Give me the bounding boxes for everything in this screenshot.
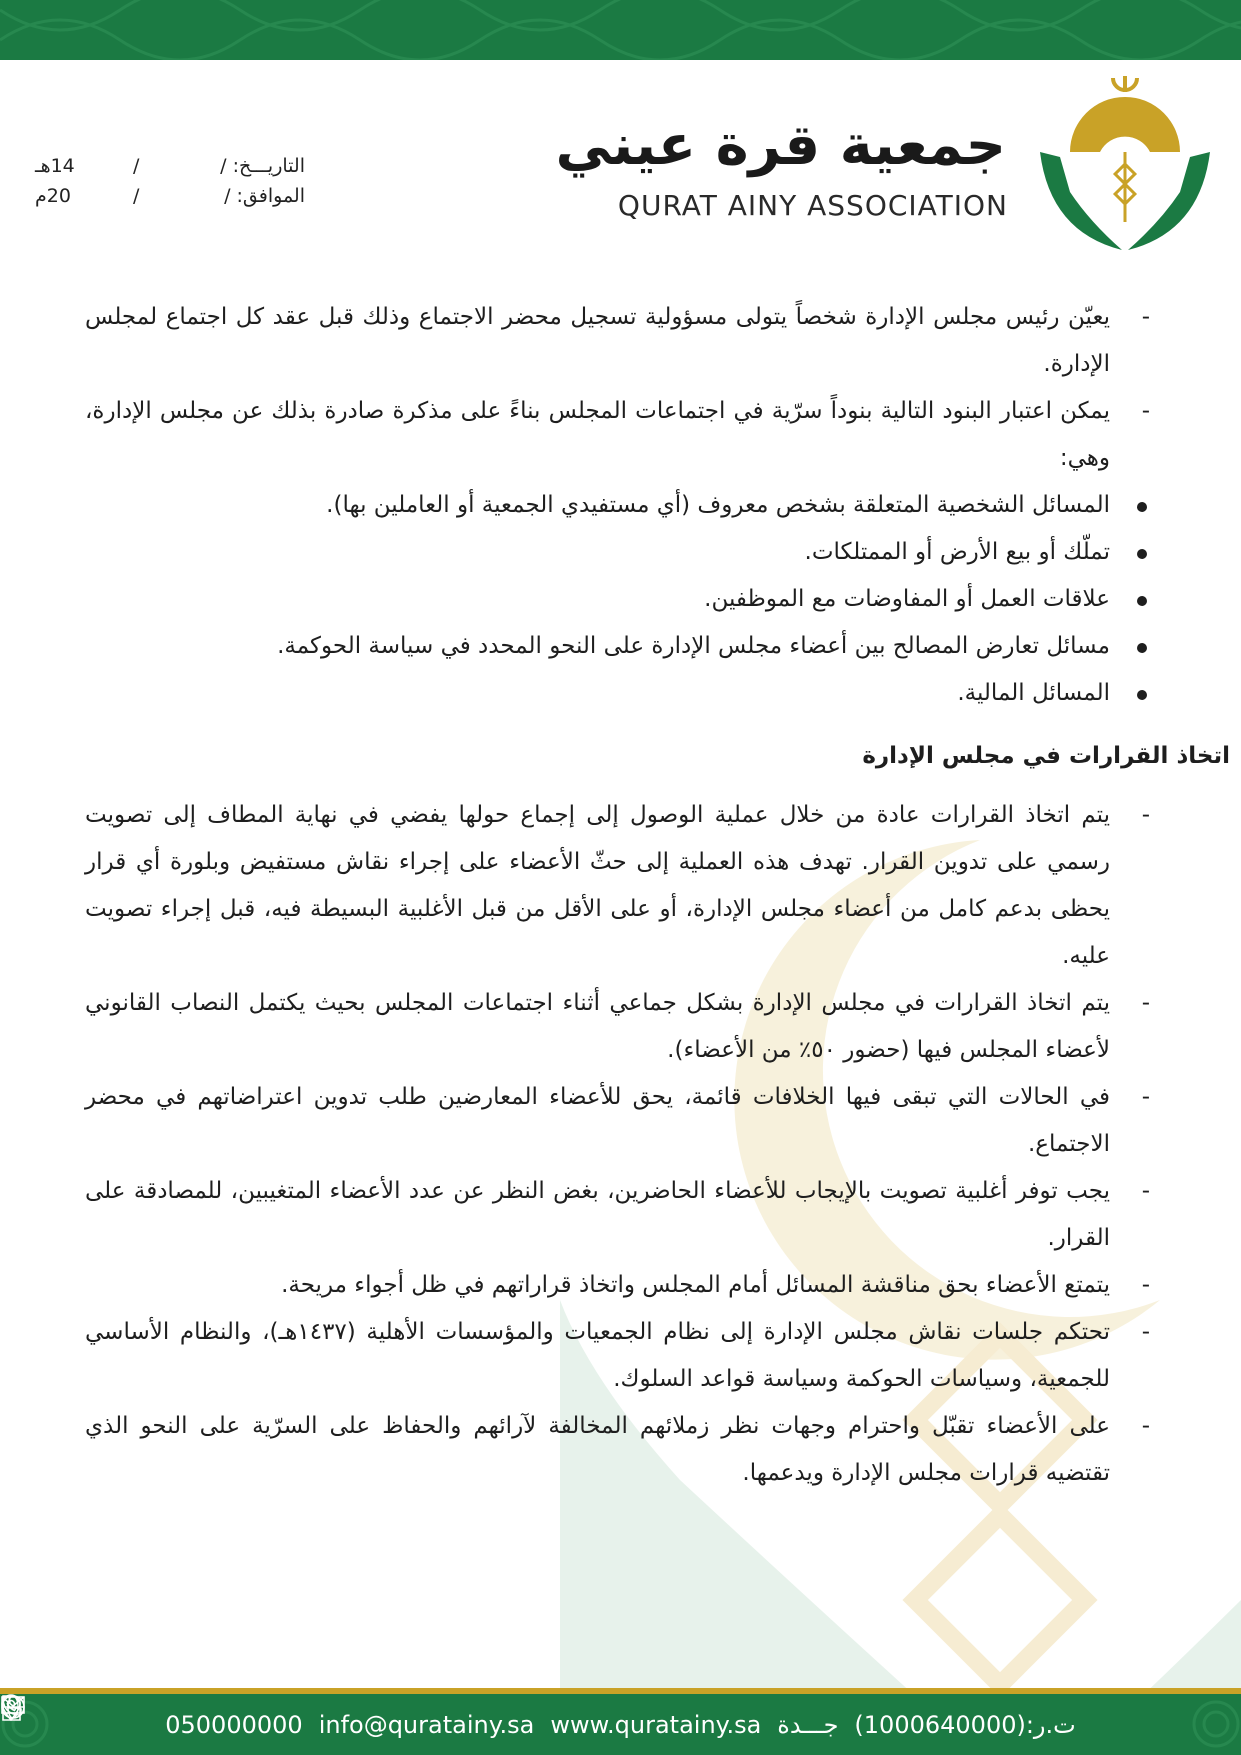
gregorian-suffix: 20م: [35, 185, 71, 207]
phone-contact[interactable]: [165, 1711, 302, 1739]
website-url: www.quratainy.sa: [550, 1710, 762, 1739]
decision-item: [85, 1403, 1150, 1497]
city-name: جـــدة: [777, 1710, 839, 1739]
decision-item: [85, 1309, 1150, 1403]
dash-marker: -: [1141, 1272, 1150, 1298]
intro-text: يعيّن رئيس مجلس الإدارة شخصاً يتولى مسؤولية تسجيل محضر الاجتماع وذلك قبل عقد كل اجتماع لمجلس الإدارة.: [85, 304, 1110, 377]
confidential-bullet: [85, 670, 1150, 717]
website-contact[interactable]: [550, 1711, 761, 1739]
dash-marker: -: [1141, 990, 1150, 1016]
document-body: [85, 294, 1230, 1497]
confidential-bullet: [85, 529, 1150, 576]
gregorian-date-row: [30, 185, 305, 215]
intro-item: [85, 388, 1150, 482]
email-address: info@quratainy.sa: [318, 1710, 535, 1739]
bullet-dot: [1137, 502, 1147, 512]
top-decorative-band: [0, 0, 1241, 60]
dash-marker: -: [1141, 1319, 1150, 1345]
decision-text: تحتكم جلسات نقاش مجلس الإدارة إلى نظام الجمعيات والمؤسسات الأهلية (١٤٣٧هـ)، والنظام الأساسي للجمعية، وسياسات الحوكمة وسياسة قواعد السلوك.: [85, 1319, 1110, 1392]
bullet-text: المسائل المالية.: [957, 680, 1110, 706]
hijri-date-row: [30, 155, 305, 185]
date-block: [30, 155, 305, 215]
decision-item: [85, 1262, 1150, 1309]
dash-marker: -: [1141, 304, 1150, 330]
date-label: التاريـــخ: /: [220, 155, 305, 177]
brand-name-english: QURAT AINY ASSOCIATION: [617, 189, 1008, 222]
decision-text: يتم اتخاذ القرارات عادة من خلال عملية الوصول إلى إجماع حولها يفضي في نهاية المطاف إلى تصويت رسمي على تدوين القرار. تهدف هذه العملية إلى حثّ الأعضاء على إجراء نقاش مستفيض وبلورة أي قرار يحظى بدعم كامل من أعضاء مجلس الإدارة، أو على الأقل من قبل الأغلبية البسيطة فيه، قبل إجراء تصويت عليه.: [85, 802, 1110, 969]
decision-text: يتمتع الأعضاء بحق مناقشة المسائل أمام المجلس واتخاذ قراراتهم في ظل أجواء مريحة.: [281, 1272, 1110, 1298]
brand-name-arabic: جمعية قرة عيني: [555, 113, 1006, 178]
decision-text: في الحالات التي تبقى فيها الخلافات قائمة، يحق للأعضاء المعارضين طلب تدوين اعتراضاتهم في محضر الاجتماع.: [85, 1084, 1110, 1157]
dash-marker: -: [1141, 1413, 1150, 1439]
hijri-suffix: 14هـ: [35, 155, 75, 177]
bullet-text: علاقات العمل أو المفاوضات مع الموظفين.: [704, 586, 1110, 612]
decision-item: [85, 792, 1150, 980]
decision-text: يجب توفر أغلبية تصويت بالإيجاب للأعضاء الحاضرين، بغض النظر عن عدد الأعضاء المتغيبين، للمصادقة على القرار.: [85, 1178, 1110, 1251]
dash-marker: -: [1141, 1084, 1150, 1110]
date-separator: /: [133, 155, 140, 177]
dash-marker: -: [1141, 802, 1150, 828]
confidential-bullet: [85, 623, 1150, 670]
bullet-dot: [1137, 643, 1147, 653]
intro-text: يمكن اعتبار البنود التالية بنوداً سرّية في اجتماعات المجلس بناءً على مذكرة صادرة بذلك عن مجلس الإدارة، وهي:: [85, 398, 1110, 471]
bullet-text: المسائل الشخصية المتعلقة بشخص معروف (أي مستفيدي الجمعية أو العاملين بها).: [326, 492, 1110, 518]
confidential-bullet: [85, 482, 1150, 529]
confidential-bullet: [85, 576, 1150, 623]
phone-number: 050000000: [165, 1710, 303, 1739]
association-logo: [1030, 72, 1210, 252]
bullet-dot: [1137, 690, 1147, 700]
section-heading: اتخاذ القرارات في مجلس الإدارة: [862, 743, 1230, 769]
bullet-dot: [1137, 549, 1147, 559]
dash-marker: -: [1141, 398, 1150, 424]
email-contact[interactable]: [319, 1711, 535, 1739]
dash-marker: -: [1141, 1178, 1150, 1204]
bullet-text: مسائل تعارض المصالح بين أعضاء مجلس الإدارة على النحو المحدد في سياسة الحوكمة.: [277, 633, 1110, 659]
decision-item: [85, 1074, 1150, 1168]
location-contact: [777, 1711, 838, 1739]
decision-item: [85, 1168, 1150, 1262]
corresponding-label: الموافق: /: [224, 185, 305, 207]
decision-item: [85, 980, 1150, 1074]
decision-text: على الأعضاء تقبّل واحترام وجهات نظر زملائهم المخالفة لآرائهم والحفاظ على السرّية على النحو الذي تقتضيه قرارات مجلس الإدارة ويدعمها.: [85, 1413, 1110, 1486]
intro-item: [85, 294, 1150, 388]
bullet-dot: [1137, 596, 1147, 606]
contact-bar: [0, 1694, 1241, 1755]
decision-text: يتم اتخاذ القرارات في مجلس الإدارة بشكل جماعي أثناء اجتماعات المجلس بحيث يكتمل النصاب القانوني لأعضاء المجلس فيها (حضور ٥٠٪ من الأعضاء).: [85, 990, 1110, 1063]
corresponding-separator: /: [133, 185, 140, 207]
footer-band: [0, 1694, 1241, 1755]
bullet-text: تملّك أو بيع الأرض أو الممتلكات.: [804, 539, 1110, 565]
registration-number: ت.ر:(1000640000): [854, 1710, 1076, 1739]
document-icon: [0, 1694, 22, 1722]
registration-contact: [854, 1711, 1075, 1739]
band-pattern: [0, 0, 1241, 60]
